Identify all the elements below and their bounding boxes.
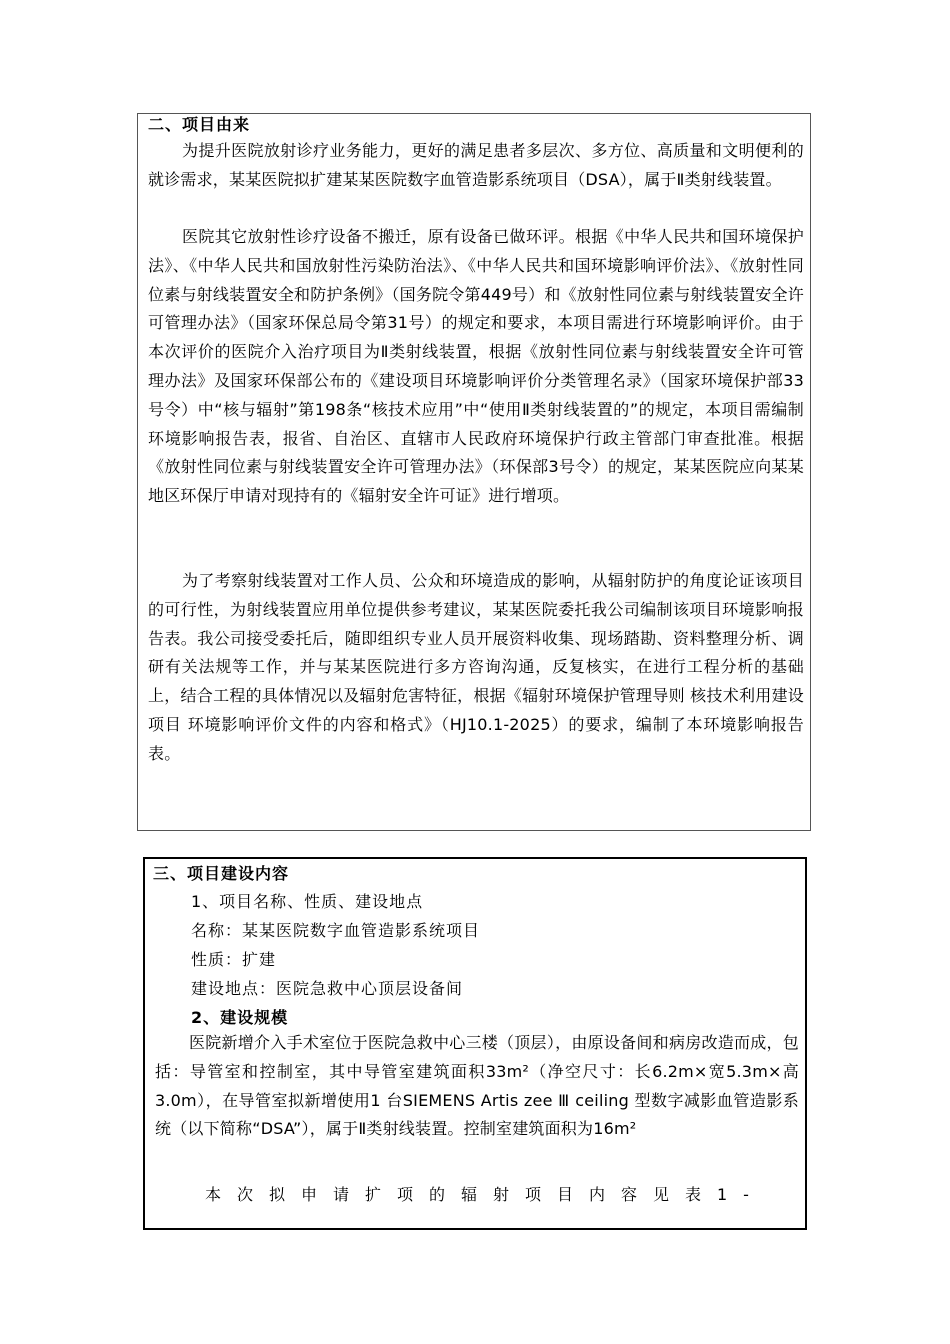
section-3-title: 三、项目建设内容 bbox=[153, 864, 290, 883]
section-3-box bbox=[143, 857, 807, 1230]
section-2-paragraph-2: 医院其它放射性诊疗设备不搬迁，原有设备已做环评。根据《中华人民共和国环境保护法》、《中华人民共和国放射性污染防治法》、《中华人民共和国环境影响评价法》、《放射性同位素与射线装置安全和防护条例》（国务院令第449号）和《放射性同位素与射线装置安全许可管理办法》（国家环保总局令第31号）的规定和要求，本项目需进行环境影响评价。由于本次评价的医院介入治疗项目为Ⅱ类射线装置，根据《放射性同位素与射线装置安全许可管理办法》及国家环保部公布的《建设项目环境影响评价分类管理名录》（国家环境保护部33号令）中“核与辐射”第198条“核技术应用”中“使用Ⅱ类射线装置的”的规定，本项目需编制环境影响报告表，报省、自治区、直辖市人民政府环境保护行政主管部门审查批准。根据《放射性同位素与射线装置安全许可管理办法》（环保部3号令）的规定，某某医院应向某某地区环保厅申请对现持有的《辐射安全许可证》进行增项。 bbox=[148, 227, 804, 506]
subheading-scale: 2、建设规模 bbox=[191, 1008, 289, 1027]
section-2-title: 二、项目由来 bbox=[148, 115, 251, 134]
section-2-paragraph-1: 为提升医院放射诊疗业务能力，更好的满足患者多层次、多方位、高质量和文明便利的就诊需求，某某医院拟扩建某某医院数字血管造影系统项目（DSA），属于Ⅱ类射线装置。 bbox=[148, 141, 804, 189]
project-location: 建设地点：医院急救中心顶层设备间 bbox=[191, 979, 464, 998]
section-2-paragraph-3: 为了考察射线装置对工作人员、公众和环境造成的影响，从辐射防护的角度论证该项目的可行性，为射线装置应用单位提供参考建议，某某医院委托我公司编制该项目环境影响报告表。我公司接受委托后，随即组织专业人员开展资料收集、现场踏勘、资料整理分析、调研有关法规等工作，并与某某医院进行多方咨询沟通，反复核实，在进行工程分析的基础上，结合工程的具体情况以及辐射危害特征，根据《辐射环境保护管理导则 核技术利用建设项目 环境影响评价文件的内容和格式》（HJ10.1-2025）的要求，编制了本环境影响报告表。 bbox=[148, 571, 804, 763]
scale-paragraph: 医院新增介入手术室位于医院急救中心三楼（顶层），由原设备间和病房改造而成，包括：导管室和控制室，其中导管室建筑面积33m²（净空尺寸：长6.2m×宽5.3m×高3.0m），在导管室拟新增使用1 台SIEMENS Artis zee Ⅲ ceiling 型数字减影血管造影系统（以下简称“DSA”），属于Ⅱ类射线装置。控制室建筑面积为16m² bbox=[155, 1033, 799, 1139]
subheading-project-info: 1、项目名称、性质、建设地点 bbox=[191, 892, 424, 911]
table-reference-line: 本次拟申请扩项的辐射项目内容见表1- bbox=[205, 1185, 765, 1204]
project-name: 名称：某某医院数字血管造影系统项目 bbox=[191, 921, 481, 940]
project-nature: 性质：扩建 bbox=[191, 950, 277, 969]
section-2-box bbox=[137, 113, 811, 831]
